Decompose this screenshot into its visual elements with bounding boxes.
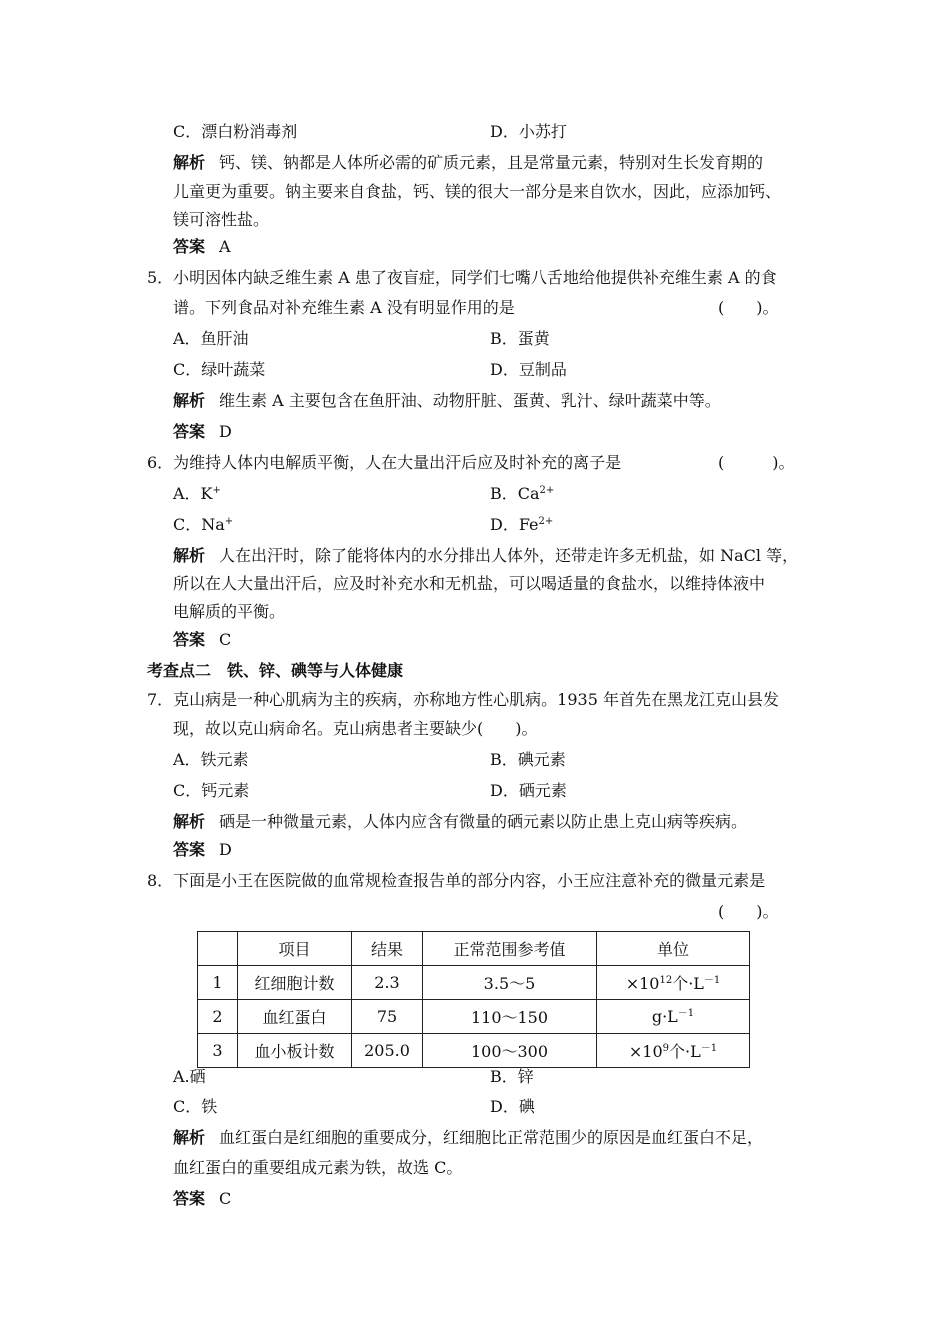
q5-answer-blank: ( )。: [718, 298, 779, 317]
table-header-cell: [198, 932, 238, 966]
table-row: [198, 1034, 750, 1068]
answer-label: 答案: [173, 630, 206, 649]
answer-value: D: [219, 422, 232, 441]
q4-analysis-line-2: 儿童更为重要。钠主要来自食盐，钙、镁的很大一部分是来自饮水，因此，应添加钙、: [173, 182, 782, 201]
answer-label: 答案: [173, 422, 206, 441]
table-cell-no: 1: [198, 966, 238, 1000]
q6-analysis-line-2: 所以在人大量出汗后，应及时补充水和无机盐，可以喝适量的食盐水，以维持体液中: [173, 574, 766, 593]
q6-answer: [173, 630, 231, 650]
analysis-text: 钙、镁、钠都是人体所必需的矿质元素，且是常量元素，特别对生长发育期的: [219, 153, 764, 172]
q7-option-a: A．铁元素: [173, 750, 249, 769]
analysis-text: 硒是一种微量元素，人体内应含有微量的硒元素以防止患上克山病等疾病。: [219, 812, 748, 831]
q8-analysis-line-2: 血红蛋白的重要组成元素为铁，故选 C。: [173, 1158, 463, 1177]
q7-option-d: D．硒元素: [490, 781, 567, 800]
q8-answer-blank: ( )。: [718, 902, 779, 921]
q6-answer-blank: ( )。: [718, 453, 795, 472]
q5-option-b: B．蛋黄: [490, 329, 550, 348]
table-header-cell: 结果: [352, 932, 423, 966]
q8-option-c: C．铁: [173, 1097, 218, 1116]
q6-option-a: A．K+: [173, 484, 221, 503]
table-header-cell: 项目: [238, 932, 352, 966]
analysis-label: 解析: [173, 1128, 206, 1147]
q8-option-a: A.硒: [173, 1067, 206, 1086]
table-cell-result: 2.3: [352, 966, 423, 1000]
q6-option-c: C．Na+: [173, 515, 234, 534]
table-header-cell: 单位: [597, 932, 750, 966]
q4-analysis-line-1: [173, 153, 763, 173]
q7-stem-line-1: 7．克山病是一种心肌病为主的疾病，亦称地方性心肌病。1935 年首先在黑龙江克山县发: [147, 690, 779, 709]
q5-stem-line-1: 5．小明因体内缺乏维生素 A 患了夜盲症，同学们七嘴八舌地给他提供补充维生素 A 的食: [147, 268, 777, 287]
q6-option-b: B．$Ca^{2+}$: [490, 484, 555, 503]
analysis-text: 维生素 A 主要包含在鱼肝油、动物肝脏、蛋黄、乳汁、绿叶蔬菜中等。: [219, 391, 721, 410]
q4-option-d: D．小苏打: [490, 122, 567, 141]
q7-answer: [173, 840, 232, 860]
q6-stem-line-1: 6．为维持人体内电解质平衡，人在大量出汗后应及时补充的离子是: [147, 453, 622, 472]
answer-value: C: [219, 630, 232, 649]
q4-option-c: C．漂白粉消毒剂: [173, 122, 298, 141]
q5-option-d: D．豆制品: [490, 360, 567, 379]
q7-option-c: C．钙元素: [173, 781, 250, 800]
answer-value: D: [219, 840, 232, 859]
answer-label: 答案: [173, 237, 206, 256]
q5-stem-line-2: 谱。下列食品对补充维生素 A 没有明显作用的是: [173, 298, 515, 317]
q5-option-c: C．绿叶蔬菜: [173, 360, 266, 379]
analysis-label: 解析: [173, 546, 206, 565]
q5-analysis-line-1: [173, 391, 721, 411]
answer-label: 答案: [173, 840, 206, 859]
table-cell-result: 75: [352, 1000, 423, 1034]
q7-option-b: B．碘元素: [490, 750, 566, 769]
answer-value: C: [219, 1189, 232, 1208]
q4-answer: [173, 237, 231, 257]
q5-option-a: A．鱼肝油: [173, 329, 249, 348]
table-cell-result: 205.0: [352, 1034, 423, 1068]
analysis-text: 血红蛋白是红细胞的重要成分，红细胞比正常范围少的原因是血红蛋白不足，: [219, 1128, 764, 1147]
q7-stem-line-2: 现，故以克山病命名。克山病患者主要缺少( )。: [173, 719, 538, 738]
table-cell-no: 3: [198, 1034, 238, 1068]
table-cell-range: 3.5～5: [423, 966, 597, 1000]
table-cell-range: 100～300: [423, 1034, 597, 1068]
answer-label: 答案: [173, 1189, 206, 1208]
analysis-label: 解析: [173, 391, 206, 410]
table-row: [198, 1000, 750, 1034]
section-heading: 考查点二 铁、锌、碘等与人体健康: [147, 661, 404, 680]
table-cell-item: 血小板计数: [238, 1034, 352, 1068]
q8-analysis-line-1: [173, 1128, 763, 1148]
q5-answer: [173, 422, 232, 442]
blood-report-table: [197, 931, 750, 1068]
q4-analysis-line-3: 镁可溶性盐。: [173, 210, 270, 229]
analysis-label: 解析: [173, 153, 206, 172]
table-cell-item: 红细胞计数: [238, 966, 352, 1000]
answer-value: A: [219, 237, 231, 256]
q6-option-d: D．$Fe^{2+}$: [490, 515, 554, 534]
table-cell-item: 血红蛋白: [238, 1000, 352, 1034]
table-cell-unit: $g\cdot L^{-1}$: [597, 1000, 750, 1034]
q7-analysis-line-1: [173, 812, 747, 832]
table-cell-range: 110～150: [423, 1000, 597, 1034]
q8-option-b: B．锌: [490, 1067, 534, 1086]
table-cell-unit: $\times 10^9$个$\cdot L^{-1}$: [597, 1034, 750, 1068]
table-header-row: [198, 932, 750, 966]
q6-analysis-line-1: [173, 546, 798, 566]
table-header-cell: 正常范围参考值: [423, 932, 597, 966]
q8-answer: [173, 1189, 231, 1209]
analysis-label: 解析: [173, 812, 206, 831]
table-cell-no: 2: [198, 1000, 238, 1034]
table-row: [198, 966, 750, 1000]
table-cell-unit: $\times 10^{12}$个$\cdot L^{-1}$: [597, 966, 750, 1000]
q6-analysis-line-3: 电解质的平衡。: [173, 602, 286, 621]
q8-stem-line-1: 8．下面是小王在医院做的血常规检查报告单的部分内容，小王应注意补充的微量元素是: [147, 871, 766, 890]
analysis-text: 人在出汗时，除了能将体内的水分排出人体外，还带走许多无机盐，如 NaCl 等，: [219, 546, 799, 565]
q8-option-d: D．碘: [490, 1097, 535, 1116]
